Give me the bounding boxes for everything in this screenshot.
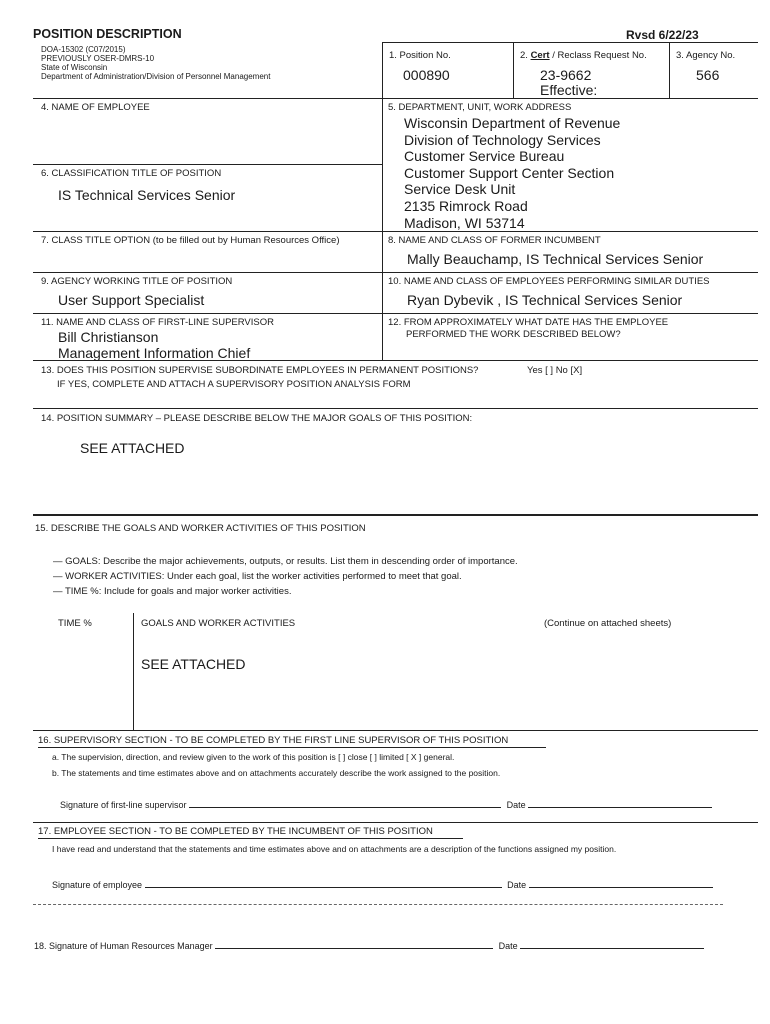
form-number: DOA-15302 (C07/2015) [41,45,126,54]
cert-reclass-label [520,50,647,62]
employee-signature-label: Signature of employee [52,880,143,890]
classification-title-value[interactable]: IS Technical Services Senior [58,187,236,203]
goals-activities-header: GOALS AND WORKER ACTIVITIES [141,618,296,629]
address-line: Wisconsin Department of Revenue [404,115,621,131]
address-line: Service Desk Unit [404,181,516,198]
goals-instructions [53,556,518,598]
goals-instruction-item: — GOALS: Describe the major achievements, outputs, or results. List them in descending order of importance. [53,556,518,567]
supervise-question-label: 13. DOES THIS POSITION SUPERVISE SUBORDINATE EMPLOYEES IN PERMANENT POSITIONS? [41,365,479,376]
supervisor-date-label: Date [506,800,526,810]
supervisor-title-value[interactable]: Management Information Chief [58,345,251,361]
goals-activities-value[interactable]: SEE ATTACHED [141,656,246,672]
address-line: Division of Technology Services [404,131,601,148]
form-id-block [41,45,270,81]
department-name: Department of Administration/Division of Personnel Management [41,72,271,81]
start-date-label-line1: 12. FROM APPROXIMATELY WHAT DATE HAS THE EMPLOYEE [388,317,669,328]
working-title-value[interactable]: User Support Specialist [58,292,205,308]
effective-label: Effective: [540,82,598,98]
former-incumbent-label: 8. NAME AND CLASS OF FORMER INCUMBENT [388,235,601,246]
supervisory-section-label: 16. SUPERVISORY SECTION - TO BE COMPLETED BY THE FIRST LINE SUPERVISOR OF THIS POSITION [38,735,509,746]
hr-signature-line[interactable] [215,940,493,949]
position-summary-label: 14. POSITION SUMMARY – PLEASE DESCRIBE BELOW THE MAJOR GOALS OF THIS POSITION: [41,413,473,424]
supervision-level-statement[interactable]: a. The supervision, direction, and review given to the work of this position is [ ] close [ ] limited [ X ] general. [52,752,455,762]
department-address-value[interactable] [404,115,620,231]
similar-duties-label: 10. NAME AND CLASS OF EMPLOYEES PERFORMING SIMILAR DUTIES [388,276,710,287]
employee-signature-row [52,879,713,891]
employee-date-line[interactable] [529,879,713,888]
goals-instruction-item: — WORKER ACTIVITIES: Under each goal, list the worker activities performed to meet that goal. [53,571,462,582]
state-name: State of Wisconsin [41,63,108,72]
position-summary-value[interactable]: SEE ATTACHED [80,440,185,456]
goals-section-label: 15. DESCRIBE THE GOALS AND WORKER ACTIVITIES OF THIS POSITION [35,523,366,534]
position-number-value[interactable]: 000890 [403,67,450,83]
employee-statement: I have read and understand that the statements and time estimates above and on attachments are a description of the functions assigned my position. [52,844,617,854]
supervisor-signature-line[interactable] [189,799,501,808]
continue-note: (Continue on attached sheets) [544,618,672,629]
address-line: Madison, WI 53714 [404,214,525,231]
agency-number-value[interactable]: 566 [696,67,720,83]
supervisor-signature-label: Signature of first-line supervisor [60,800,187,810]
position-number-label: 1. Position No. [389,50,451,61]
accuracy-statement: b. The statements and time estimates above and on attachments accurately describe the work assigned to the position. [52,768,501,778]
similar-duties-value[interactable]: Ryan Dybevik , IS Technical Services Senior [407,292,683,308]
hr-signature-label: 18. Signature of Human Resources Manager [34,941,213,951]
time-percent-header: TIME % [58,618,92,629]
revised-date: Rvsd 6/22/23 [626,28,699,42]
supervisor-date-line[interactable] [528,799,712,808]
previous-form-number: PREVIOUSLY OSER-DMRS-10 [41,54,155,63]
former-incumbent-value[interactable]: Mally Beauchamp, IS Technical Services Senior [407,251,704,267]
cert-link: Cert [530,50,550,61]
hr-signature-row [34,940,704,952]
start-date-label-line2: PERFORMED THE WORK DESCRIBED BELOW? [406,329,621,340]
reclass-request-value[interactable]: 23-9662 [540,67,592,83]
hr-date-label: Date [498,941,518,951]
department-address-label: 5. DEPARTMENT, UNIT, WORK ADDRESS [388,102,572,113]
hr-date-line[interactable] [520,940,704,949]
employee-name-label: 4. NAME OF EMPLOYEE [41,102,150,113]
working-title-label: 9. AGENCY WORKING TITLE OF POSITION [41,276,233,287]
employee-date-label: Date [507,880,527,890]
supervise-answer[interactable]: Yes [ ] No [X] [527,365,583,376]
employee-signature-line[interactable] [145,879,502,888]
classification-title-label: 6. CLASSIFICATION TITLE OF POSITION [41,168,222,179]
supervisor-label: 11. NAME AND CLASS OF FIRST-LINE SUPERVISOR [41,317,274,328]
employee-section-label: 17. EMPLOYEE SECTION - TO BE COMPLETED BY THE INCUMBENT OF THIS POSITION [38,826,433,837]
goals-instruction-item: — TIME %: Include for goals and major worker activities. [53,586,292,597]
form-title: POSITION DESCRIPTION [33,27,182,41]
class-title-option-label: 7. CLASS TITLE OPTION (to be filled out by Human Resources Office) [41,235,340,246]
supervisor-name-value[interactable]: Bill Christianson [58,329,159,345]
cert-reclass-num: 2. [520,50,531,61]
address-line: 2135 Rimrock Road [404,197,528,214]
supervisor-signature-row [60,799,712,811]
agency-number-label: 3. Agency No. [676,50,736,61]
address-line: Customer Support Center Section [404,164,615,181]
start-date-label [388,317,668,341]
address-line: Customer Service Bureau [404,148,565,165]
supervise-instruction: IF YES, COMPLETE AND ATTACH A SUPERVISORY POSITION ANALYSIS FORM [57,379,411,390]
reclass-text: / Reclass Request No. [549,50,647,61]
